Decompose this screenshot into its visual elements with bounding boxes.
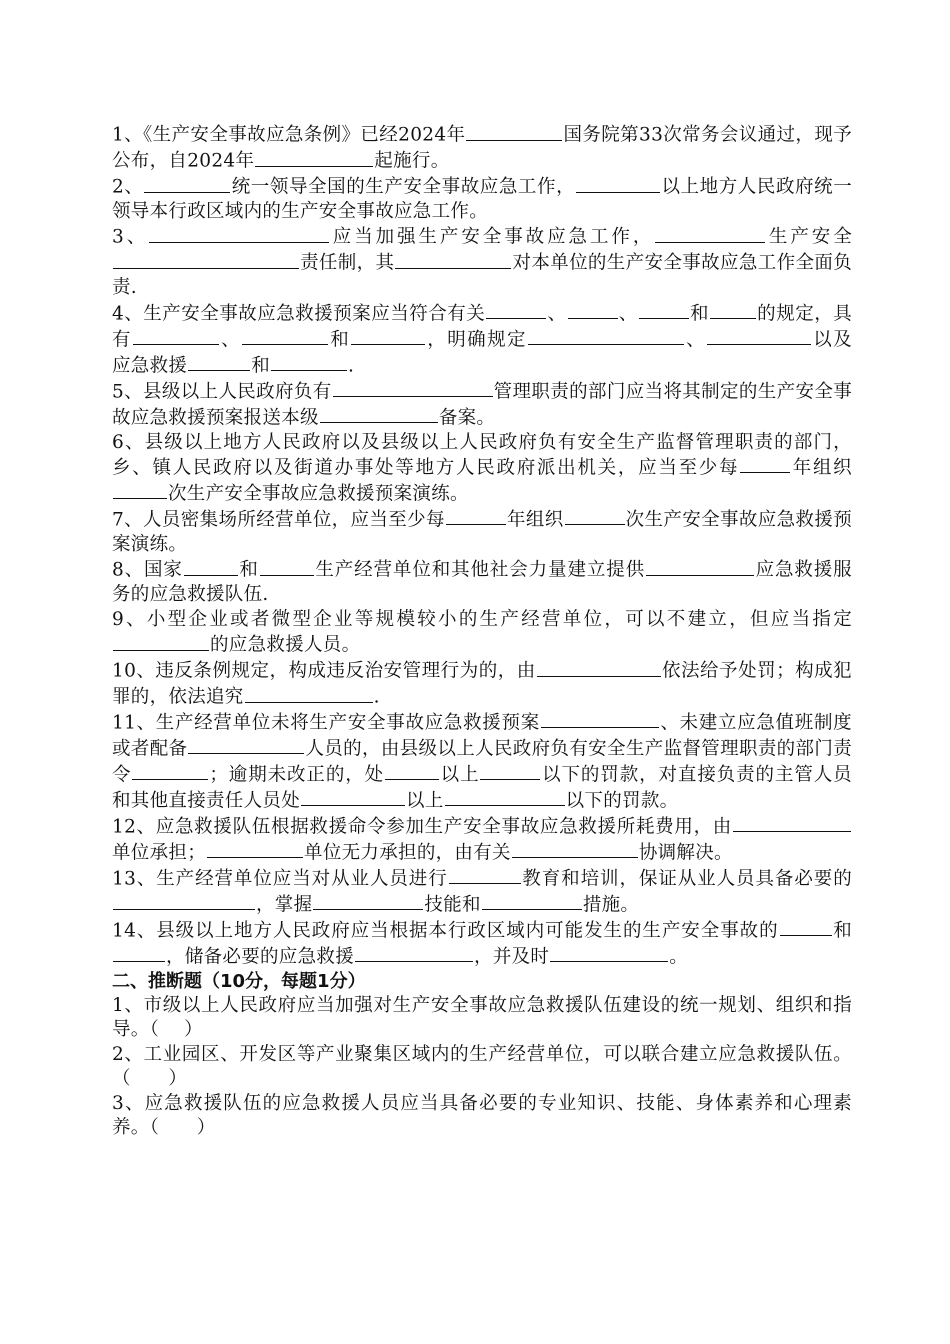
answer-blank[interactable] <box>449 866 521 885</box>
question-text: 、 <box>219 329 242 351</box>
question-text: 以及应急救援 <box>112 329 852 377</box>
question-text: 5、县级以上人民政府负有 <box>112 381 332 403</box>
question-text: 教育和培训，保证从业人员具备必要的 <box>521 868 852 890</box>
answer-blank[interactable] <box>486 301 546 320</box>
question-text: 生产安全 <box>766 226 852 248</box>
answer-blank[interactable] <box>646 557 754 576</box>
question-text: 次生产安全事故应急救援预案演练。 <box>112 509 853 555</box>
answer-blank[interactable] <box>207 840 303 859</box>
answer-blank[interactable] <box>113 250 299 269</box>
answer-blank[interactable] <box>466 122 562 141</box>
answer-blank[interactable] <box>188 736 304 755</box>
fill-question-14 <box>112 918 852 970</box>
question-text: 生产经营单位和其他社会力量建立提供 <box>314 559 646 581</box>
fill-question-5 <box>112 379 852 431</box>
answer-blank[interactable] <box>537 658 661 677</box>
question-text: ；逾期未改正的，处 <box>209 764 385 786</box>
question-text: 3、 <box>112 226 149 248</box>
question-text: . <box>373 686 380 708</box>
question-text: 8、国家 <box>112 559 183 581</box>
question-text: 国务院第33次常务会议通过，现予公布，自2024年 <box>112 124 852 172</box>
question-text: 责任制，其 <box>300 252 395 274</box>
fill-question-11 <box>112 710 852 814</box>
section-two-heading: 二、推断题（10分，每题1分） <box>112 970 366 992</box>
question-text: 、 <box>547 303 567 325</box>
answer-blank[interactable] <box>188 353 250 372</box>
question-text: 13、生产经营单位应当对从业人员进行 <box>112 868 448 890</box>
fill-question-3 <box>112 224 852 300</box>
question-text: ，掌握 <box>256 894 313 916</box>
judgment-question-2: 2、工业园区、开发区等产业聚集区域内的生产经营单位，可以联合建立应急救援队伍。（ ） <box>112 1043 852 1090</box>
answer-blank[interactable] <box>446 507 506 526</box>
question-text: 1、《生产安全事故应急条例》已经2024年 <box>112 124 466 146</box>
question-text: 年组织 <box>791 457 852 479</box>
answer-blank[interactable] <box>245 684 373 703</box>
question-text: 和 <box>251 355 271 377</box>
answer-blank[interactable] <box>320 405 438 424</box>
answer-blank[interactable] <box>528 327 684 346</box>
answer-blank[interactable] <box>445 788 565 807</box>
answer-blank[interactable] <box>550 944 668 963</box>
answer-blank[interactable] <box>395 250 511 269</box>
question-text: 11、生产经营单位未将生产安全事故应急救援预案 <box>112 712 540 734</box>
answer-blank[interactable] <box>512 840 638 859</box>
exam-content <box>112 122 852 1140</box>
question-text: 以上地方人民政府统一领导本行政区域内的生产安全事故应急工作。 <box>112 176 852 222</box>
fill-question-2 <box>112 174 852 224</box>
answer-blank[interactable] <box>780 918 832 937</box>
question-text: 10、违反条例规定，构成违反治安管理行为的，由 <box>112 660 536 682</box>
judgment-question-3: 3、应急救援队伍的应急救援人员应当具备必要的专业知识、技能、身体素养和心理素养。（ ） <box>112 1092 852 1139</box>
question-text: 人员的，由县级以上人民政府负有安全生产监督管理职责的部门责令 <box>112 738 853 786</box>
fill-question-1 <box>112 122 852 174</box>
answer-blank[interactable] <box>242 327 328 346</box>
answer-blank[interactable] <box>313 892 423 911</box>
fill-question-8 <box>112 557 852 607</box>
answer-blank[interactable] <box>133 327 219 346</box>
fill-question-10 <box>112 658 852 710</box>
answer-blank[interactable] <box>144 174 230 193</box>
question-text: 措施。 <box>582 894 640 916</box>
question-text: ，并及时 <box>474 946 550 968</box>
question-text: 应当加强生产安全事故应急工作， <box>330 226 655 248</box>
answer-blank[interactable] <box>132 762 208 781</box>
question-text: 以上 <box>406 790 444 812</box>
answer-blank[interactable] <box>576 174 660 193</box>
answer-blank[interactable] <box>740 455 790 474</box>
question-text: 统一领导全国的生产安全事故应急工作， <box>231 176 576 198</box>
question-text: 和 <box>689 303 709 325</box>
fill-question-9 <box>112 608 852 658</box>
answer-blank[interactable] <box>355 944 473 963</box>
question-text: 对本单位的生产安全事故应急工作全面负责. <box>112 252 852 299</box>
question-text: 备案。 <box>438 407 496 429</box>
answer-blank[interactable] <box>655 224 765 243</box>
question-text: ，储备必要的应急救援 <box>166 946 355 968</box>
question-text: 次生产安全事故应急救援预案演练。 <box>168 483 469 505</box>
answer-blank[interactable] <box>184 557 238 576</box>
fill-question-6 <box>112 431 852 507</box>
question-text: 、 <box>685 329 707 351</box>
answer-blank[interactable] <box>271 353 347 372</box>
answer-blank[interactable] <box>541 710 659 729</box>
fill-question-12 <box>112 814 852 866</box>
fill-question-4 <box>112 301 852 379</box>
answer-blank[interactable] <box>568 301 618 320</box>
question-text: 以上 <box>440 764 480 786</box>
question-text: 依法给予处罚；构成犯罪的，依法追究 <box>112 660 852 708</box>
question-text: 管理职责的部门应当将其制定的生产安全事故应急救援预案报送本级 <box>112 381 853 429</box>
answer-blank[interactable] <box>351 327 425 346</box>
question-text: 、未建立应急值班制度或者配备 <box>112 712 852 760</box>
answer-blank[interactable] <box>260 557 314 576</box>
answer-blank[interactable] <box>113 892 255 911</box>
question-text: 的规定，具有 <box>112 303 852 351</box>
fill-question-13 <box>112 866 852 918</box>
question-text: 技能和 <box>424 894 481 916</box>
question-text: 。 <box>669 946 689 968</box>
question-text: 和 <box>238 559 259 581</box>
question-text: 7、人员密集场所经营单位，应当至少每 <box>112 509 445 531</box>
question-text: 以下的罚款。 <box>565 790 679 812</box>
question-text: 4、生产安全事故应急救援预案应当符合有关 <box>112 303 486 325</box>
answer-blank[interactable] <box>710 301 756 320</box>
answer-blank[interactable] <box>707 327 811 346</box>
answer-blank[interactable] <box>639 301 689 320</box>
question-text: 9、小型企业或者微型企业等规模较小的生产经营单位，可以不建立，但应当指定 <box>112 608 852 630</box>
answer-blank[interactable] <box>113 632 209 651</box>
question-text: ，明确规定 <box>426 329 527 351</box>
answer-blank[interactable] <box>301 788 405 807</box>
question-text: 起施行。 <box>374 150 450 172</box>
question-text: . <box>348 355 355 377</box>
question-text: 14、县级以上地方人民政府应当根据本行政区域内可能发生的生产安全事故的 <box>112 920 779 942</box>
question-text: 应急救援服务的应急救援队伍. <box>112 559 852 606</box>
answer-blank[interactable] <box>480 762 540 781</box>
answer-blank[interactable] <box>482 892 582 911</box>
question-text: 6、县级以上地方人民政府以及县级以上人民政府负有安全生产监督管理职责的部门，乡、镇人民政府以及街道办事处等地方人民政府派出机关，应当至少每 <box>112 431 852 479</box>
question-text: 2、 <box>112 176 144 198</box>
question-text: 协调解决。 <box>638 842 733 864</box>
answer-blank[interactable] <box>565 507 625 526</box>
answer-blank[interactable] <box>113 481 167 500</box>
question-text: 年组织 <box>506 509 564 531</box>
fill-question-7 <box>112 507 852 557</box>
answer-blank[interactable] <box>149 224 329 243</box>
question-text: 、 <box>618 303 638 325</box>
question-text: 的应急救援人员。 <box>210 634 361 656</box>
question-text: 单位承担； <box>112 842 207 864</box>
answer-blank[interactable] <box>255 148 373 167</box>
answer-blank[interactable] <box>385 762 439 781</box>
question-text: 以下的罚款，对直接负责的主管人员和其他直接责任人员处 <box>112 764 852 812</box>
question-text: 和 <box>832 920 852 942</box>
question-text: 单位无力承担的，由有关 <box>304 842 511 864</box>
question-text: 和 <box>329 329 351 351</box>
judgment-question-1: 1、市级以上人民政府应当加强对生产安全事故应急救援队伍建设的统一规划、组织和指导。（ ） <box>112 995 852 1041</box>
answer-blank[interactable] <box>113 944 165 963</box>
question-text: 12、应急救援队伍根据救援命令参加生产安全事故应急救援所耗费用，由 <box>112 816 732 838</box>
answer-blank[interactable] <box>333 379 493 398</box>
answer-blank[interactable] <box>733 814 851 833</box>
